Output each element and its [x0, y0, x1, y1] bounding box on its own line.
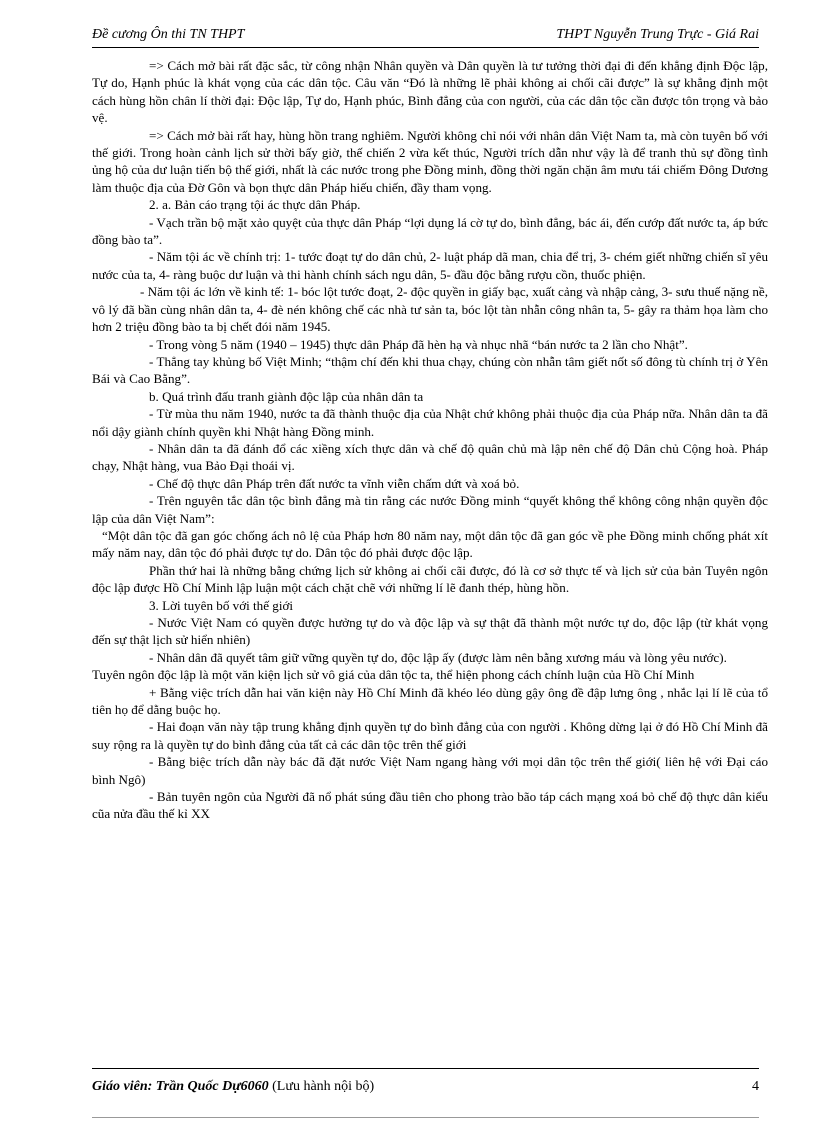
header-right-school: THPT Nguyễn Trung Trực - Giá Rai: [556, 27, 759, 42]
paragraph-equal-standing: - Bằng biệc trích dẫn này bác đã đặt nước Việt Nam ngang hàng với mọi dân tộc trên thế giới( liên hệ với Đại cáo bình Ngô): [92, 754, 768, 787]
document-body: [92, 57, 768, 823]
paragraph-five-years: - Trong vòng 5 năm (1940 – 1945) thực dân Pháp đã hèn hạ và nhục nhã “bán nước ta 2 lần cho Nhật”.: [149, 336, 688, 352]
paragraph-expose: - Vạch trần bộ mặt xảo quyệt của thực dân Pháp “lợi dụng lá cờ tự do, bình đẳng, bác ái, đến cướp đất nước ta, áp bức đồng bào ta”.: [92, 214, 768, 248]
paragraph-intro-conclusion-2: => Cách mở bài rất hay, hùng hồn trang nghiêm. Người không chỉ nói với nhân dân Việt Nam ta, mà còn tuyên bố với thế giới. Trong hoàn cảnh lịch sử thời bấy giờ, thế chiến 2 vừa kết thúc, Người trích dẫn như vậy là để tranh thủ sự đồng tình ủng hộ của dư luận tiến bộ thế giới, nhất là các nước trong phe Đồng minh, đồng thời ngăn chặn âm mưu tái chiếm Đông Dương làm thuộc địa của Đờ Gôn và bọn thực dân Pháp hiếu chiến, đầy tham vọng.: [92, 127, 768, 195]
paragraph-determination: - Nhân dân đã quyết tâm giữ vững quyền tự do, độc lập ấy (được làm nên bằng xương máu và lòng yêu nước).: [149, 649, 727, 665]
paragraph-terror: - Thẳng tay khủng bố Việt Minh; “thậm chí đến khi thua chạy, chúng còn nhẫn tâm giết nốt số đông tù chính trị ở Yên Bái và Cao Bằng”.: [92, 353, 768, 387]
header-left-title: Đề cương Ôn thi TN THPT: [92, 27, 245, 42]
paragraph-overthrow: - Nhân dân ta đã đánh đổ các xiềng xích thực dân và chế độ quân chủ mà lập nên chế độ Dân chủ Cộng hoà. Pháp chạy, Nhật hàng, vua Bảo Đại thoái vị.: [92, 440, 768, 474]
paragraph-autumn-1940: - Từ mùa thu năm 1940, nước ta đã thành thuộc địa của Nhật chứ không phải thuộc địa của Pháp nữa. Nhân dân ta đã nổi dậy giành chính quyền khi Nhật hàng Đồng minh.: [92, 406, 768, 439]
paragraph-equality: - Hai đoạn văn này tập trung khẳng định quyền tự do bình đẳng của con người . Không dừng lại ở đó Hồ Chí Minh đã suy rộng ra là quyền tự do bình đẳng của tất cả các dân tộc trên thế giới: [92, 719, 768, 752]
paragraph-document-value: Tuyên ngôn độc lập là một văn kiện lịch sử vô giá của dân tộc ta, thể hiện phong cách chính luận của Hồ Chí Minh: [92, 667, 695, 683]
page-footer: [92, 1068, 759, 1095]
section-heading-3: 3. Lời tuyên bố với thế giới: [149, 597, 294, 613]
paragraph-colonial-end: - Chế độ thực dân Pháp trên đất nước ta vĩnh viễn chấm dứt và xoá bỏ.: [149, 475, 520, 491]
paragraph-quote: “Một dân tộc đã gan góc chống ách nô lệ của Pháp hơn 80 năm nay, một dân tộc đã gan góc về phe Đồng minh chống phát xít mấy năm nay, dân tộc đó phải được tự do. Dân tộc đó phải được độc lập.: [92, 527, 768, 561]
footer-teacher: Giáo viên: Trần Quốc Dự6060: [92, 1079, 269, 1094]
section-heading-2a: 2. a. Bản cáo trạng tội ác thực dân Pháp.: [149, 197, 361, 213]
section-heading-2b: b. Quá trình đấu tranh giành độc lập của nhân dân ta: [149, 388, 424, 404]
paragraph-first-shot: - Bản tuyên ngôn của Người đã nổ phát súng đầu tiên cho phong trào bão táp cách mạng xoá bỏ chế độ thực dân kiểu cũa nửa đầu thế kỉ XX: [92, 789, 768, 822]
paragraph-economic-crimes: - Năm tội ác lớn về kinh tế: 1- bóc lột tước đoạt, 2- độc quyền in giấy bạc, xuất cảng và nhập cảng, 3- sưu thuế nặng nề, vô lý đã bần cùng nhân dân ta, 4- đè nén không chế các nhà tư sản ta, bóc lột tàn nhẫn công nhân ta, 5- gây ra thảm họa làm cho hơn 2 triệu đồng bào ta bị chết đói năm 1945.: [92, 284, 768, 335]
page-header: [92, 27, 759, 48]
paragraph-political-crimes: - Năm tội ác về chính trị: 1- tước đoạt tự do dân chủ, 2- luật pháp dã man, chia để trị, 3- chém giết những chiến sĩ yêu nước của ta, 4- ràng buộc dư luận và thi hành chính sách ngu dân, 5- đầu độc bằng rượu cồn, thuốc phiện.: [92, 249, 768, 282]
paragraph-allies: - Trên nguyên tắc dân tộc bình đẳng mà tin rằng các nước Đồng minh “quyết không thể không công nhận quyền độc lập của dân Việt Nam”:: [92, 493, 768, 526]
footer-internal-note: (Lưu hành nội bộ): [272, 1079, 375, 1094]
page-number: 4: [752, 1079, 759, 1094]
page-bottom-rule: [92, 1117, 759, 1118]
paragraph-part-two-summary: Phần thứ hai là những bằng chứng lịch sử không ai chối cãi được, đó là cơ sở thực tế và lịch sử của bản Tuyên ngôn độc lập được Hồ Chí Minh lập luận một cách chặt chẽ với những lí lẽ đanh thép, hùng hồn.: [92, 562, 768, 596]
paragraph-intro-conclusion-1: => Cách mở bài rất đặc sắc, từ công nhận Nhân quyền và Dân quyền là tư tưởng thời đại đi đến khẳng định Độc lập, Tự do, Hạnh phúc là khát vọng của các dân tộc. Câu văn “Đó là những lẽ phải không ai chối cãi được” là sự khẳng định một cách hùng hồn chân lí thời đại: Độc lập, Tự do, Hạnh phúc, Bình đẳng của con người, của các dân tộc cần được tôn trọng và bảo vệ.: [92, 58, 768, 126]
paragraph-citation-technique: + Bằng việc trích dẫn hai văn kiện này Hồ Chí Minh đã khéo léo dùng gậy ông đề đập lưng ông , nhắc lại lí lẽ của tổ tiên họ để dằng buộc họ.: [92, 684, 768, 718]
paragraph-right-to-freedom: - Nước Việt Nam có quyền được hưởng tự do và độc lập và sự thật đã thành một nước tự do, độc lập (từ khát vọng đến sự thật lịch sử hiển nhiên): [92, 615, 768, 648]
